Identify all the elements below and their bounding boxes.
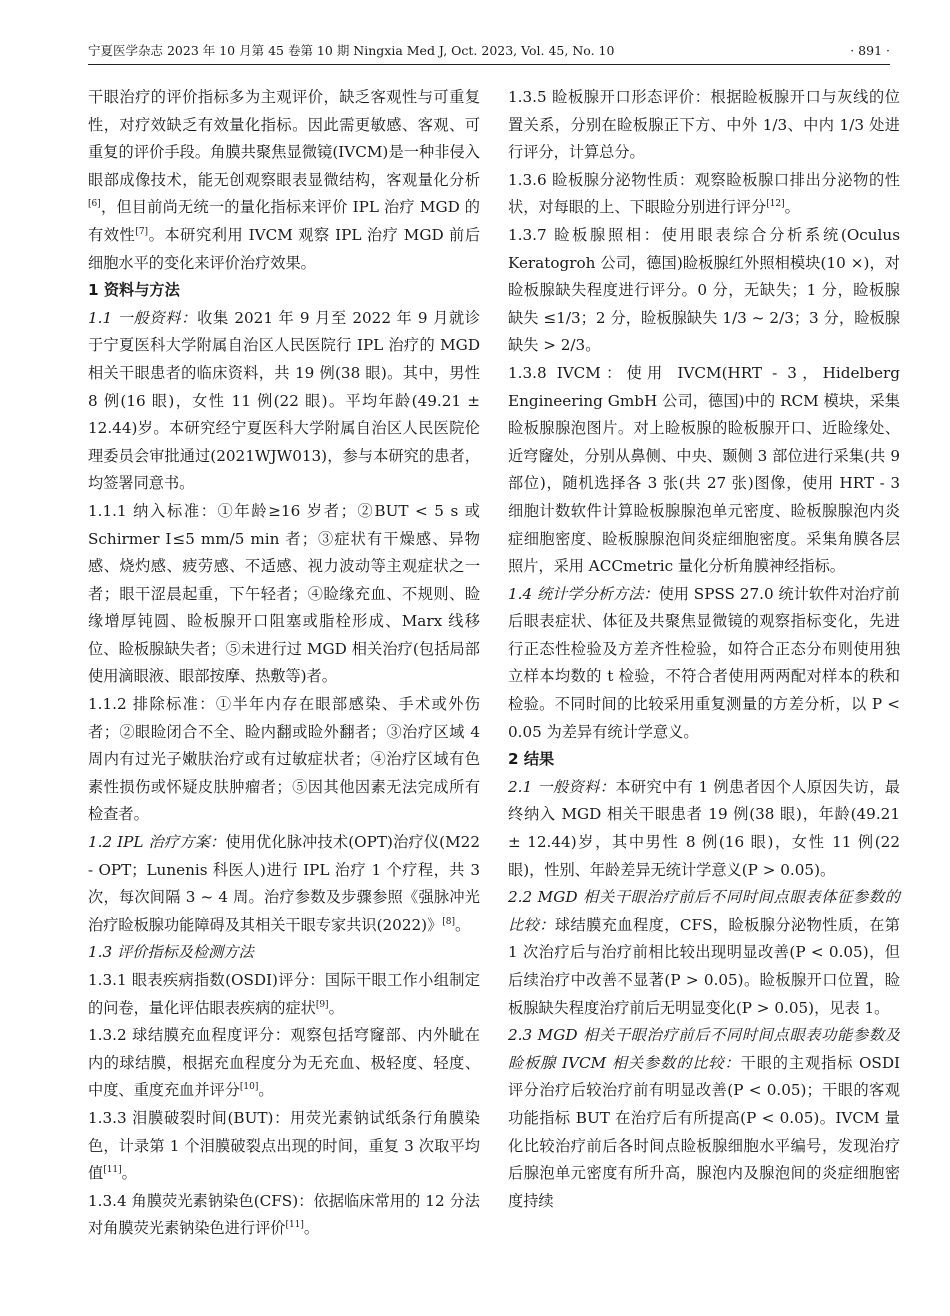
section-1-3-1: 1.3.1 眼表疾病指数(OSDI)评分：国际干眼工作小组制定的问卷，量化评估眼表疾病的症状[9]。 xyxy=(88,971,480,1017)
section-1-3-2: 1.3.2 球结膜充血程度评分：观察包括穹窿部、内外眦在内的球结膜，根据充血程度分为无充血、极轻度、轻度、中度、重度充血并评分[10]。 xyxy=(88,1026,480,1100)
section-1-3-7: 1.3.7 睑板腺照相：使用眼表综合分析系统(Oculus Keratogroh 公司，德国)睑板腺红外照相模块(10 ×)，对睑板腺缺失程度进行评分。0 分，无缺失；1 分，睑板腺缺失 ≤1/3；2 分，睑板腺缺失 1/3 ~ 2/3；3 分，睑板腺缺失 > 2/3。 xyxy=(508,225,900,355)
section-1-4: 1.4 统计学分析方法：使用 SPSS 27.0 统计软件对治疗前后眼表症状、体征及共聚焦显微镜的观察指标变化，先进行正态性检验及方差齐性检验，如符合正态分布则使用独立样本均数的 t 检验，不符合者使用两两配对样本的秩和检验。不同时间的比较采用重复测量的方差分析，以 P < 0.05 为差异有统计学意义。 xyxy=(508,584,900,741)
left-column xyxy=(88,84,480,1243)
section-1-3: 1.3 评价指标及检测方法 xyxy=(88,943,254,962)
section-1-1-1: 1.1.1 纳入标准：①年龄≥16 岁者；②BUT < 5 s 或 Schirmer Ⅰ≤5 mm/5 min 者；③症状有干燥感、异物感、烧灼感、疲劳感、不适感、视力波动等主观症状之一者；眼干涩晨起重，下午轻者；④睑缘充血、不规则、睑缘增厚钝圆、睑板腺开口阻塞或脂栓形成、Marx 线移位、睑板腺缺失者；⑤未进行过 MGD 相关治疗(包括局部使用滴眼液、眼部按摩、热敷等)者。 xyxy=(88,501,480,686)
section-1-2: 1.2 IPL 治疗方案：使用优化脉冲技术(OPT)治疗仪(M22 - OPT；Lunenis 科医人)进行 IPL 治疗 1 个疗程，共 3 次，每次间隔 3 ~ 4 周。治疗参数及步骤参照《强脉冲光治疗睑板腺功能障碍及其相关干眼专家共识(2022)》[8]。 xyxy=(88,833,480,934)
right-column xyxy=(508,84,900,1215)
citation-ref: [8] xyxy=(442,916,456,927)
section-1-1: 1.1 一般资料：收集 2021 年 9 月至 2022 年 9 月就诊于宁夏医科大学附属自治区人民医院行 IPL 治疗的 MGD 相关干眼患者的临床资料，共 19 例(38 眼)。其中，男性 8 例(16 眼)，女性 11 例(22 眼)。平均年龄(49.21 ± 12.44)岁。本研究经宁夏医科大学附属自治区人民医院伦理委员会审批通过(2021WJW013)，参与本研究的患者，均签署同意书。 xyxy=(88,308,481,493)
citation-ref: [7] xyxy=(135,226,149,237)
section-2-3: 2.3 MGD 相关干眼治疗前后不同时间点眼表功能参数及睑板腺 IVCM 相关参数的比较：干眼的主观指标 OSDI 评分治疗后较治疗前有明显改善(P < 0.05)；干眼的客观功能指标 BUT 在治疗后有所提高(P < 0.05)。IVCM 量化比较治疗前后各时间点睑板腺细胞水平编号，发现治疗后腺泡单元密度有所升高，腺泡内及腺泡间的炎症细胞密度持续 xyxy=(508,1026,901,1210)
page-number: · 891 · xyxy=(850,43,890,58)
journal-citation: 宁夏医学杂志 2023 年 10 月第 45 卷第 10 期 Ningxia Med J, Oct. 2023, Vol. 45, No. 10 xyxy=(88,43,615,58)
citation-ref: [11] xyxy=(103,1165,122,1176)
section-heading-methods: 1 资料与方法 xyxy=(88,281,180,300)
citation-ref: [10] xyxy=(239,1082,259,1093)
section-2-1: 2.1 一般资料：本研究中有 1 例患者因个人原因失访，最终纳入 MGD 相关干眼患者 19 例(38 眼)，年龄(49.21 ± 12.44)岁，其中男性 8 例(16 眼)，女性 11 例(22 眼)，性别、年龄差异无统计学意义(P > 0.05)。 xyxy=(508,777,900,879)
citation-ref: [6] xyxy=(88,199,101,210)
section-1-3-6: 1.3.6 睑板腺分泌物性质：观察睑板腺口排出分泌物的性状，对每眼的上、下眼睑分别进行评分[12]。 xyxy=(508,170,900,217)
section-heading-results: 2 结果 xyxy=(508,750,555,769)
section-1-3-5: 1.3.5 睑板腺开口形态评价：根据睑板腺开口与灰线的位置关系，分别在睑板腺正下方、中外 1/3、中内 1/3 处进行评分，计算总分。 xyxy=(508,88,900,162)
citation-ref: [12] xyxy=(766,199,785,210)
section-2-2: 2.2 MGD 相关干眼治疗前后不同时间点眼表体征参数的比较：球结膜充血程度，CFS，睑板腺分泌物性质，在第 1 次治疗后与治疗前相比较出现明显改善(P < 0.05)，但后续治疗中改善不显著(P > 0.05)。睑板腺开口位置，睑板腺缺失程度治疗前后无明显变化(P > 0.05)，见表 1。 xyxy=(508,888,900,1017)
section-1-3-8: 1.3.8 IVCM：使用 IVCM(HRT - 3，Hidelberg Engineering GmbH 公司，德国)中的 RCM 模块，采集睑板腺腺泡图片。对上睑板腺的睑板腺开口、近睑缘处、近穹窿处，分别从鼻侧、中央、颞侧 3 部位进行采集(共 9 部位)，随机选择各 3 张(共 27 张)图像，使用 HRT - 3 细胞计数软件计算睑板腺腺泡单元密度、睑板腺腺泡内炎症细胞密度、睑板腺腺泡间炎症细胞密度。采集角膜各层照片，采用 ACCmetric 量化分析角膜神经指标。 xyxy=(508,363,900,576)
section-1-3-4: 1.3.4 角膜荧光素钠染色(CFS)：依据临床常用的 12 分法对角膜荧光素钠染色进行评价[11]。 xyxy=(88,1191,480,1238)
citation-ref: [9] xyxy=(315,999,329,1010)
intro-paragraph: 干眼治疗的评价指标多为主观评价，缺乏客观性与可重复性，对疗效缺乏有效量化指标。因此需更敏感、客观、可重复的评价手段。角膜共聚焦显微镜(IVCM)是一种非侵入眼部成像技术，能无创观察眼表显微结构，客观量化分析[6]，但目前尚无统一的量化指标来评价 IPL 治疗 MGD 的有效性[7]。本研究利用 IVCM 观察 IPL 治疗 MGD 前后细胞水平的变化来评价治疗效果。 xyxy=(88,88,481,272)
section-1-1-2: 1.1.2 排除标准：①半年内存在眼部感染、手术或外伤者；②眼睑闭合不全、睑内翻或睑外翻者；③治疗区域 4 周内有过光子嫩肤治疗或有过敏症状者；④治疗区域有色素性损伤或怀疑皮肤肿瘤者；⑤因其他因素无法完成所有检查者。 xyxy=(88,695,480,824)
section-1-3-3: 1.3.3 泪膜破裂时间(BUT)：用荧光素钠试纸条行角膜染色，计录第 1 个泪膜破裂点出现的时间，重复 3 次取平均值[11]。 xyxy=(88,1108,480,1183)
running-header xyxy=(88,40,890,65)
citation-ref: [11] xyxy=(285,1220,304,1231)
